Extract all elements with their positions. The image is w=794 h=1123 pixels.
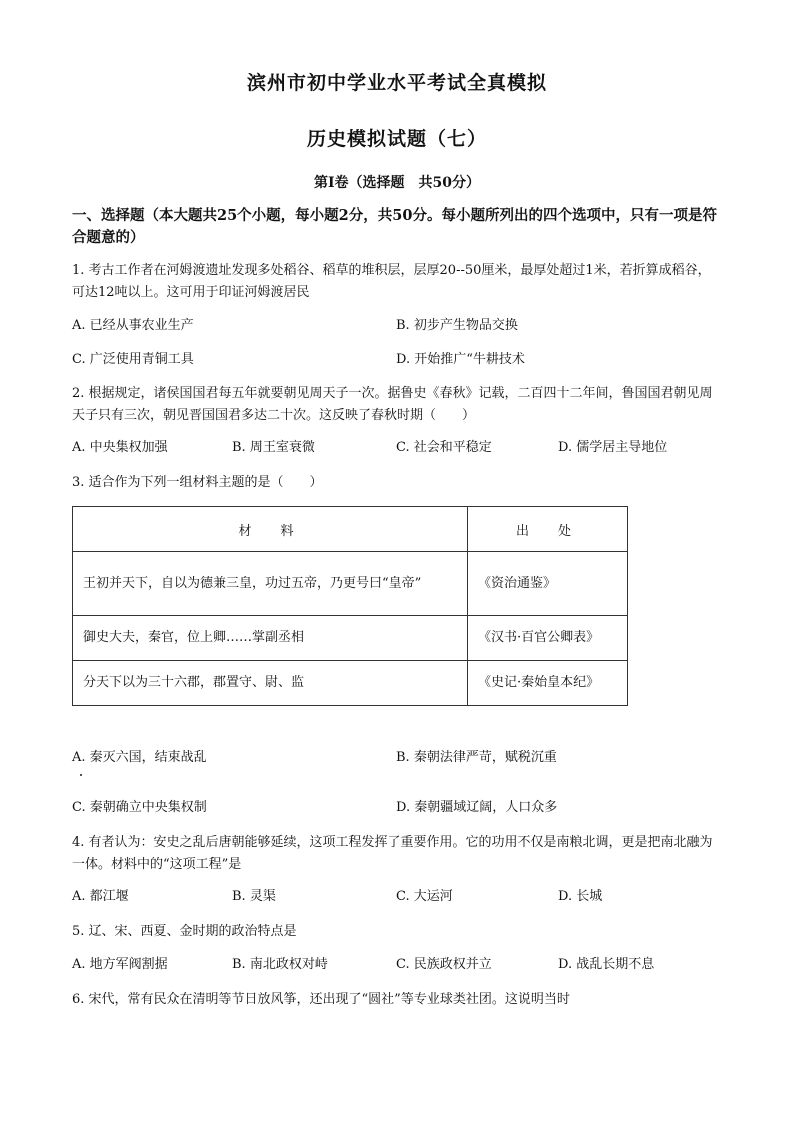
table-row	[73, 616, 628, 661]
question-4-stem: 4. 有者认为：安史之乱后唐朝能够延续，这项工程发挥了重要作用。它的功用不仅是南粮北调，更是把南北融为一体。材料中的“这项工程”是	[72, 835, 713, 872]
q4-option-d: D. 长城	[558, 889, 603, 904]
q5-option-b: B. 南北政权对峙	[232, 957, 328, 972]
material-table	[72, 506, 628, 706]
exam-title: 滨州市初中学业水平考试全真模拟	[246, 72, 547, 94]
q2-option-c: C. 社会和平稳定	[396, 440, 492, 455]
table-cell-source: 《史记·秦始皇本纪》	[468, 661, 628, 706]
q4-option-b: B. 灵渠	[232, 889, 276, 904]
section-instruction: 一、选择题（本大题共25个小题，每小题2分，共50分。每小题所列出的四个选项中，只有一项是符合题意的）	[72, 207, 717, 246]
table-cell-material: 王初并天下，自以为德兼三皇，功过五帝，乃更号曰“皇帝”	[73, 552, 468, 616]
table-cell-material: 分天下以为三十六郡，郡置守、尉、监	[73, 661, 468, 706]
table-cell-material: 御史大夫，秦官，位上卿……掌副丞相	[73, 616, 468, 661]
question-2-stem: 2. 根据规定，诸侯国国君每五年就要朝见周天子一次。据鲁史《春秋》记载，二百四十二年间，鲁国国君朝见周天子只有三次，朝见晋国国君多达二十次。这反映了春秋时期（ ）	[72, 386, 713, 423]
q1-option-d: D. 开始推广“牛耕技术	[396, 352, 525, 367]
q3-option-d: D. 秦朝疆域辽阔，人口众多	[396, 800, 558, 815]
q4-option-a: A. 都江堰	[72, 889, 129, 904]
q2-option-a: A. 中央集权加强	[72, 440, 168, 455]
q2-option-d: D. 儒学居主导地位	[558, 440, 668, 455]
q3-option-a: A. 秦灭六国，结束战乱	[72, 750, 207, 765]
volume-heading: 第I卷（选择题 共50分）	[313, 175, 481, 191]
q3-option-b: B. 秦朝法律严苛，赋税沉重	[396, 750, 557, 765]
q5-option-c: C. 民族政权并立	[396, 957, 492, 972]
question-1-stem: 1. 考古工作者在河姆渡遗址发现多处稻谷、稻草的堆积层，层厚20--50厘米，最厚处超过1米，若折算成稻谷，可达12吨以上。这可用于印证河姆渡居民	[72, 263, 711, 300]
table-header-row	[73, 507, 628, 552]
q5-option-a: A. 地方军阀割据	[72, 957, 168, 972]
table-cell-source: 《汉书·百官公卿表》	[468, 616, 628, 661]
q5-option-d: D. 战乱长期不息	[558, 957, 655, 972]
q3-option-c: C. 秦朝确立中央集权制	[72, 800, 207, 815]
question-3-stem: 3. 适合作为下列一组材料主题的是（ ）	[72, 475, 323, 490]
table-row	[73, 552, 628, 616]
q1-option-b: B. 初步产生物品交换	[396, 318, 518, 333]
q4-option-c: C. 大运河	[396, 889, 453, 904]
exam-subtitle: 历史模拟试题（七）	[306, 128, 487, 150]
table-cell-source: 《资治通鉴》	[468, 552, 628, 616]
table-header-source: 出 处	[468, 507, 628, 552]
question-5-stem: 5. 辽、宋、西夏、金时期的政治特点是	[72, 924, 297, 939]
stray-dot	[80, 774, 82, 776]
table-row	[73, 661, 628, 706]
q2-option-b: B. 周王室衰微	[232, 440, 315, 455]
table-header-material: 材 料	[73, 507, 468, 552]
q1-option-c: C. 广泛使用青铜工具	[72, 352, 194, 367]
question-6-stem: 6. 宋代，常有民众在清明等节日放风筝，还出现了“圆社”等专业球类社团。这说明当时	[72, 992, 570, 1007]
q1-option-a: A. 已经从事农业生产	[72, 318, 194, 333]
